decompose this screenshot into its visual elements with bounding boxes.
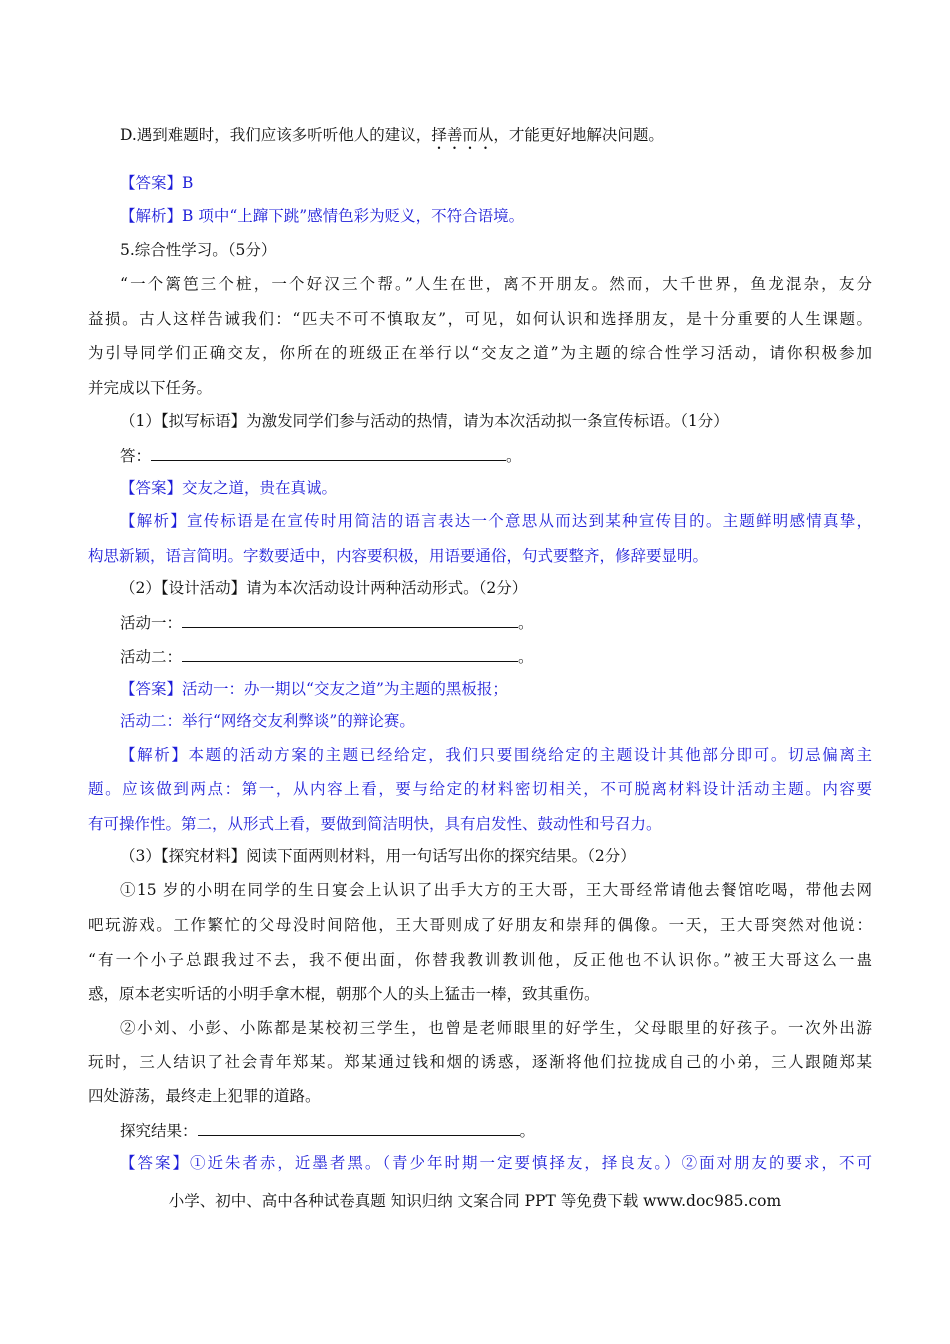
sub2-answer [120,678,508,700]
material2-line: ②小刘、小彭、小陈都是某校初三学生，也曾是老师眼里的好学生，父母眼里的好孩子。一次外出游 [120,1019,872,1037]
material1-line: ①15 岁的小明在同学的生日宴会上认识了出手大方的王大哥，王大哥经常请他去餐馆吃喝，带他去网 [120,881,872,899]
sub2-analysis-line: 有可操作性。第二，从形式上看，要做到简洁明快，具有启发性、鼓动性和号召力。 [88,815,662,833]
answer-blank[interactable] [151,444,506,461]
intro-line: 并完成以下任务。 [88,379,213,397]
analysis-label: 【解析】 [120,512,187,530]
answer-text: 交友之道，贵在真诚。 [182,479,338,497]
period: 。 [518,648,534,666]
option-d-suffix: ，才能更好地解决问题。 [493,126,664,144]
sub3-answer [120,1152,872,1174]
analysis-label: 【解析】 [120,746,189,764]
answer-text: 活动一：办一期以“交友之道”为主题的黑板报； [182,680,508,698]
analysis-text: 本题的活动方案的主题已经给定，我们只要围绕给定的主题设计其他部分即可。切忌偏离主 [188,746,872,764]
period: 。 [519,1122,536,1140]
material1-line: “有一个小子总跟我过不去，我不便出面，你替我教训教训他，反正他也不认识你。”被王大哥这么一蛊 [88,951,872,969]
option-d-emphasis: 择善而从 [431,126,494,144]
sub3-question: （3）【探究材料】阅读下面两则材料，用一句话写出你的探究结果。（2分） [120,847,636,865]
activity1-blank[interactable] [182,611,518,628]
result-prompt: 探究结果： [120,1122,198,1140]
analysis-text: B 项中“上蹿下跳”感情色彩为贬义，不符合语境。 [182,207,525,225]
material2-line: 玩时，三人结识了社会青年郑某。郑某通过钱和烟的诱惑，逐渐将他们拉拢成自己的小弟，三人跟随郑某 [88,1053,872,1071]
material2-line: 四处游荡，最终走上犯罪的道路。 [88,1087,321,1105]
activity2-row [120,645,534,667]
answer-label: 【答案】 [120,1154,190,1172]
activity1-prompt: 活动一： [120,614,183,632]
answer-prompt: 答： [120,447,152,465]
result-row [120,1119,535,1141]
sub2-answer-line: 活动二：举行“网络交友利弊谈”的辩论赛。 [120,712,415,730]
answer-label: 【答案】 [120,680,183,698]
q4-analysis [120,205,524,227]
sub2-question: （2）【设计活动】请为本次活动设计两种活动形式。（2分） [120,579,528,597]
period: 。 [506,447,522,465]
sub1-analysis [120,510,872,532]
activity2-blank[interactable] [182,645,518,662]
answer-label: 【答案】 [120,174,183,192]
period: 。 [518,614,534,632]
answer-label: 【答案】 [120,479,183,497]
analysis-label: 【解析】 [120,207,183,225]
option-d-text: D.遇到难题时，我们应该多听听他人的建议， [120,126,432,144]
sub1-answer-row [120,444,522,466]
sub1-question: （1）【拟写标语】为激发同学们参与活动的热情，请为本次活动拟一条宣传标语。（1分） [120,412,729,430]
sub2-analysis-line: 题。应该做到两点：第一，从内容上看，要与给定的材料密切相关，不可脱离材料设计活动主题。内容要 [88,780,872,798]
sub1-answer [120,477,337,499]
answer-text: ①近朱者赤，近墨者黑。（青少年时期一定要慎择友，择良友。）②面对朋友的要求，不可 [189,1154,872,1172]
activity2-prompt: 活动二： [120,648,183,666]
q5-title: 5.综合性学习。（5分） [120,241,277,259]
intro-line: 益损。古人这样告诫我们：“匹夫不可不慎取友”，可见，如何认识和选择朋友，是十分重要的人生课题。 [88,310,872,328]
answer-text: B [182,174,194,192]
material1-line: 惑，原本老实听话的小明手拿木棍，朝那个人的头上猛击一棒，致其重伤。 [88,985,600,1003]
sub1-analysis-line: 构思新颖，语言简明。字数要适中，内容要积极，用语要通俗，句式要整齐，修辞要显明。 [88,547,709,565]
q4-answer [120,172,193,194]
sub2-analysis [120,744,872,766]
intro-line: “一个篱笆三个桩，一个好汉三个帮。”人生在世，离不开朋友。然而，大千世界，鱼龙混杂，友分 [120,275,872,293]
result-blank[interactable] [198,1119,520,1136]
material1-line: 吧玩游戏。工作繁忙的父母没时间陪他，王大哥则成了好朋友和崇拜的偶像。一天，王大哥突然对他说： [88,916,872,934]
activity1-row [120,611,534,633]
intro-line: 为引导同学们正确交友，你所在的班级正在举行以“交友之道”为主题的综合性学习活动，请你积极参加 [88,344,872,362]
analysis-text: 宣传标语是在宣传时用简洁的语言表达一个意思从而达到某种宣传目的。主题鲜明感情真挚， [186,512,872,530]
page-footer: 小学、初中、高中各种试卷真题 知识归纳 文案合同 PPT 等免费下载 www.doc985.com [168,1192,782,1210]
option-d [120,124,664,146]
